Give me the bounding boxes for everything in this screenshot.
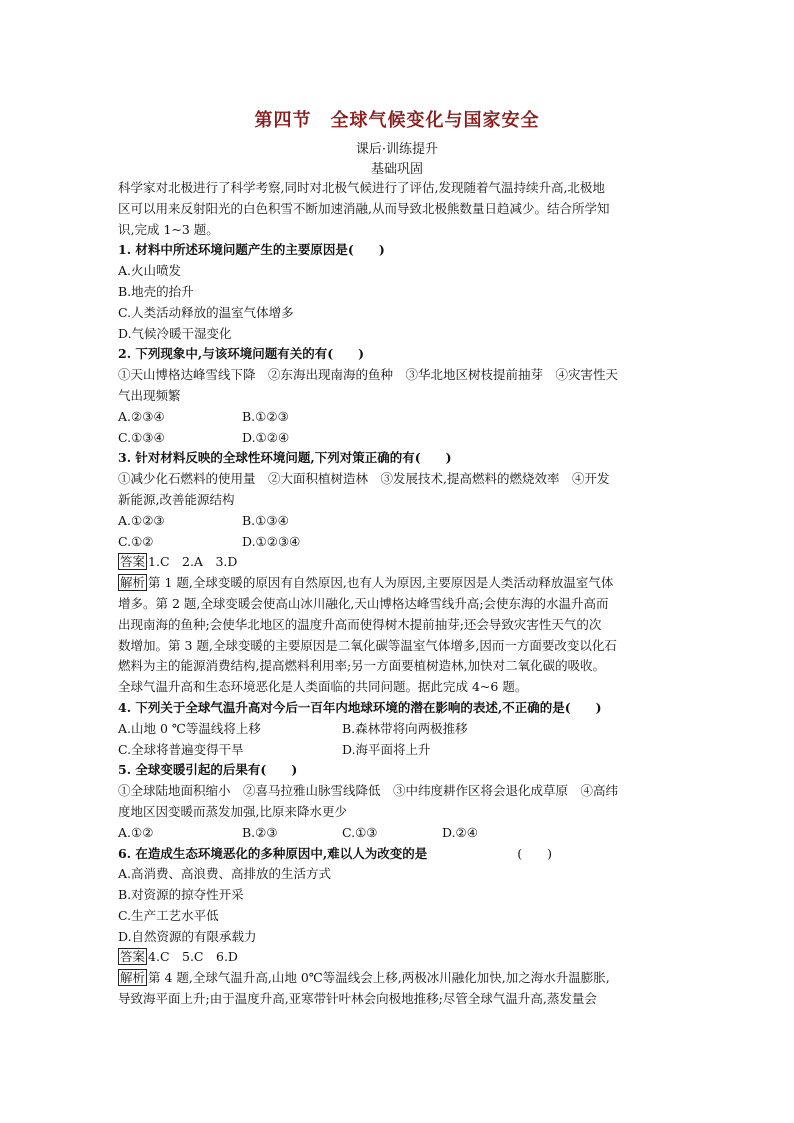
explanation-4-6-line: 导致海平面上升;由于温度升高,亚寒带针叶林会向极地推移;尽管全球气温升高,蒸发量会 (118, 991, 597, 1007)
intro-line: 识,完成 1~3 题。 (118, 221, 219, 237)
question-4-option: B.森林带将向两极推移 (342, 720, 468, 736)
explanation-text: 第 1 题,全球变暖的原因有自然原因,也有人为原因,主要原因是人类活动释放温室气体 (148, 575, 614, 591)
question-6-option: B.对资源的掠夺性开采 (118, 887, 244, 903)
question-1-stem: 1. 材料中所述环境问题产生的主要原因是( ) (118, 242, 385, 258)
explanation-1-3-line (118, 573, 678, 594)
question-3-option: D.①②③④ (242, 533, 301, 549)
explanation-1-3-line: 出现南海的鱼种;会使华北地区的温度升高而使得树木提前抽芽;还会导致灾害性天气的次 (118, 616, 602, 632)
question-1-option: C.人类活动释放的温室气体增多 (118, 304, 294, 320)
question-5-items: 度地区因变暖而蒸发加强,比原来降水更少 (118, 803, 347, 819)
question-2-option: C.①③④ (118, 429, 165, 445)
question-5-stem: 5. 全球变暖引起的后果有( ) (118, 762, 298, 778)
question-6-option: C.生产工艺水平低 (118, 907, 219, 923)
question-2-options-row (118, 428, 678, 449)
question-4-options-row (118, 719, 678, 740)
question-4-option: C.全球将普遍变得干旱 (118, 741, 244, 757)
question-3-options-row (118, 532, 678, 553)
question-6-paren: ( ) (517, 845, 553, 861)
section-heading: 基础巩固 (370, 162, 423, 177)
question-2-options-row (118, 407, 678, 428)
content (118, 178, 678, 1010)
question-3-options-row (118, 511, 678, 532)
question-3-stem: 3. 针对材料反映的全球性环境问题,下列对策正确的有( ) (118, 450, 452, 466)
question-5-option: B.②③ (242, 824, 278, 840)
question-1-option: B.地壳的抬升 (118, 283, 194, 299)
question-1-option: D.气候冷暖干湿变化 (118, 325, 232, 341)
question-2-option: A.②③④ (118, 408, 165, 424)
answer-label-box: 答案 (120, 949, 146, 965)
explanation-1-3-line: 数增加。第 3 题,全球变暖的主要原因是二氧化碳等温室气体增多,因而一方面要改变以化石 (118, 637, 617, 653)
question-3-option: B.①③④ (242, 512, 289, 528)
explanation-label-box: 解析 (120, 575, 146, 591)
question-5-option: D.②④ (442, 824, 478, 840)
question-4-stem: 4. 下列关于全球气温升高对今后一百年内地球环境的潜在影响的表述,不正确的是( ) (118, 699, 602, 715)
question-6-option: D.自然资源的有限承载力 (118, 928, 257, 944)
answer-label-box: 答案 (120, 554, 146, 570)
question-2-items: ①天山博格达峰雪线下降 ②东海出现南海的鱼种 ③华北地区树枝提前抽芽 ④灾害性天 (118, 367, 619, 383)
question-2-stem: 2. 下列现象中,与该环境问题有关的有( ) (118, 346, 365, 362)
answer-text: 1.C 2.A 3.D (148, 554, 238, 570)
question-4-option: D.海平面将上升 (342, 741, 431, 757)
question-6-stem-line (118, 844, 678, 865)
explanation-text: 第 4 题,全球气温升高,山地 0℃等温线会上移,两极冰川融化加快,加之海水升温膨胀, (148, 970, 610, 986)
explanation-1-3-line: 燃料为主的能源消费结构,提高燃料利用率;另一方面要植树造林,加快对二氧化碳的吸收。 (118, 658, 606, 674)
question-1-option: A.火山喷发 (118, 263, 182, 279)
question-2-items: 气出现频繁 (118, 387, 181, 403)
question-3-items: 新能源,改善能源结构 (118, 491, 235, 507)
subtitle: 课后·训练提升 (355, 142, 439, 157)
question-5-option: C.①③ (342, 824, 378, 840)
question-5-options-row (118, 823, 678, 844)
question-2-option: D.①②④ (242, 429, 290, 445)
answer-text: 4.C 5.C 6.D (148, 949, 238, 965)
question-2-option: B.①②③ (242, 408, 289, 424)
intro-line: 科学家对北极进行了科学考察,同时对北极气候进行了评估,发现随着气温持续升高,北极地 (118, 180, 605, 195)
explanation-label-box: 解析 (120, 970, 146, 986)
question-4-options-row (118, 740, 678, 761)
answer-1-3 (118, 552, 678, 573)
intro-4-6: 全球气温升高和生态环境恶化是人类面临的共同问题。据此完成 4~6 题。 (118, 679, 528, 695)
question-6-option: A.高消费、高浪费、高排放的生活方式 (118, 866, 332, 882)
explanation-1-3-line: 增多。第 2 题,全球变暖会使高山冰川融化,天山博格达峰雪线升高;会使东海的水温升高而 (118, 595, 609, 611)
question-5-items: ①全球陆地面积缩小 ②喜马拉雅山脉雪线降低 ③中纬度耕作区将会退化成草原 ④高纬 (118, 783, 619, 799)
explanation-4-6-line (118, 968, 678, 989)
question-6-stem: 6. 在造成生态环境恶化的多种原因中,难以人为改变的是 (118, 845, 428, 861)
answer-4-6 (118, 947, 678, 968)
question-3-option: C.①② (118, 533, 154, 549)
page-title: 第四节 全球气候变化与国家安全 (254, 110, 540, 131)
question-5-option: A.①② (118, 824, 154, 840)
question-3-items: ①减少化石燃料的使用量 ②大面积植树造林 ③发展技术,提高燃料的燃烧效率 ④开发 (118, 471, 610, 487)
intro-line: 区可以用来反射阳光的白色积雪不断加速消融,从而导致北极熊数量日趋减少。结合所学知 (118, 200, 610, 216)
question-4-option: A.山地 0 ℃等温线将上移 (118, 720, 261, 736)
question-3-option: A.①②③ (118, 512, 165, 528)
